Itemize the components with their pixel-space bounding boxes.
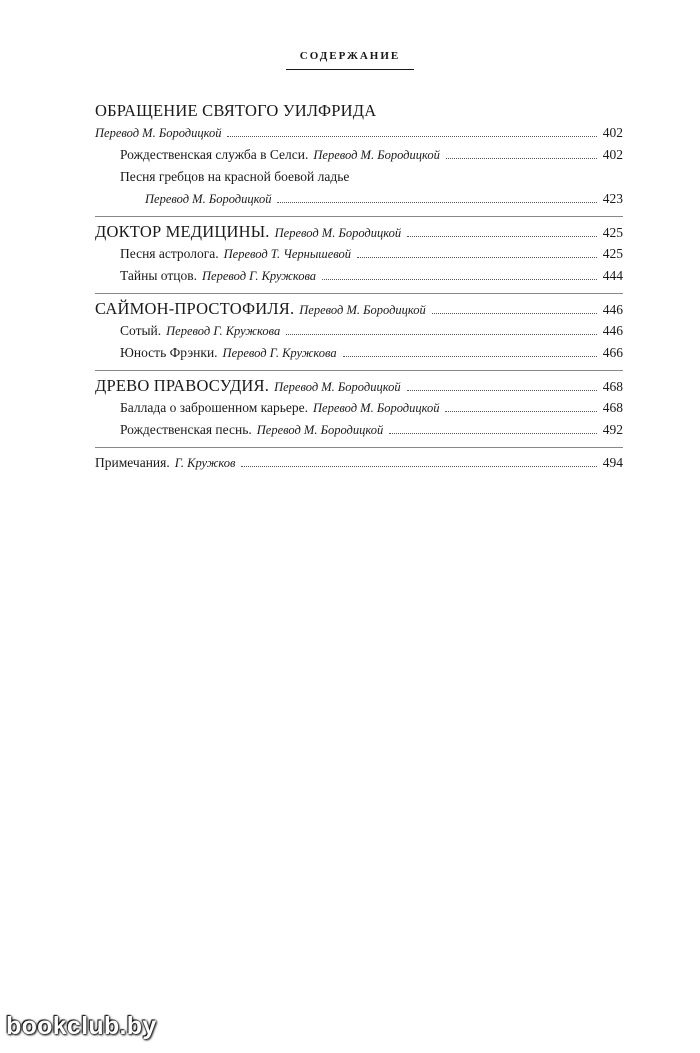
dot-leader <box>286 334 597 335</box>
dot-leader <box>432 313 597 314</box>
translator: Перевод М. Бородицкой <box>95 126 222 140</box>
toc-heading-row[interactable] <box>95 221 623 243</box>
toc-heading-translator-row[interactable] <box>95 122 623 144</box>
translator: Перевод Г. Кружкова <box>202 269 317 283</box>
page-number: 423 <box>602 191 623 206</box>
title-underline <box>286 69 414 70</box>
item-title: Тайны отцов. <box>120 268 197 283</box>
toc-item[interactable] <box>95 397 623 419</box>
watermark: bookclub.by <box>6 1012 157 1040</box>
page-number: 425 <box>602 225 623 240</box>
page-number: 402 <box>602 147 623 162</box>
section-heading: ОБРАЩЕНИЕ СВЯТОГО УИЛФРИДА <box>95 101 377 120</box>
translator: Перевод М. Бородицкой <box>274 380 401 394</box>
toc-item[interactable] <box>95 243 623 265</box>
toc-item[interactable] <box>95 265 623 287</box>
toc-item[interactable] <box>95 166 623 188</box>
section-heading: САЙМОН-ПРОСТОФИЛЯ. <box>95 299 295 318</box>
toc-notes-row[interactable] <box>95 452 623 474</box>
item-title: Сотый. <box>120 323 162 338</box>
dot-leader <box>445 411 596 412</box>
toc-item-continuation[interactable] <box>95 188 623 210</box>
page-number: 425 <box>602 246 623 261</box>
dot-leader <box>407 236 597 237</box>
dot-leader <box>241 466 596 467</box>
page-number: 446 <box>602 323 623 338</box>
translator: Перевод М. Бородицкой <box>256 423 384 437</box>
dot-leader <box>322 279 597 280</box>
translator: Перевод М. Бородицкой <box>299 303 426 317</box>
translator: Перевод Г. Кружкова <box>166 324 281 338</box>
toc-item[interactable] <box>95 144 623 166</box>
notes-title: Примечания. <box>95 455 170 470</box>
dot-leader <box>446 158 597 159</box>
section-heading: ДОКТОР МЕДИЦИНЫ. <box>95 222 270 241</box>
item-title: Песня гребцов на красной боевой ладье <box>120 169 350 184</box>
toc-header <box>0 50 700 70</box>
page-number: 494 <box>602 455 623 470</box>
table-of-contents <box>95 100 623 480</box>
page-number: 468 <box>602 400 623 415</box>
toc-heading-row[interactable] <box>95 298 623 320</box>
item-title: Рождественская песнь. <box>120 422 252 437</box>
toc-section <box>95 100 623 217</box>
translator: Перевод Г. Кружкова <box>222 346 337 360</box>
dot-leader <box>389 433 597 434</box>
translator: Перевод Т. Чернышевой <box>223 247 352 261</box>
page-number: 466 <box>602 345 623 360</box>
item-title: Рождественская служба в Селси. <box>120 147 309 162</box>
item-title: Баллада о заброшенном карьере. <box>120 400 308 415</box>
item-title: Юность Фрэнки. <box>120 345 218 360</box>
translator: Перевод М. Бородицкой <box>145 192 272 206</box>
notes-author: Г. Кружков <box>174 456 236 470</box>
page-number: 444 <box>602 268 623 283</box>
toc-item[interactable] <box>95 320 623 342</box>
dot-leader <box>357 257 597 258</box>
dot-leader <box>343 356 597 357</box>
toc-item[interactable] <box>95 419 623 441</box>
translator: Перевод М. Бородицкой <box>274 226 402 240</box>
toc-section <box>95 217 623 294</box>
page-number: 468 <box>602 379 623 394</box>
translator: Перевод М. Бородицкой <box>313 148 440 162</box>
toc-item[interactable] <box>95 342 623 364</box>
toc-section <box>95 294 623 371</box>
toc-heading-row[interactable] <box>95 100 623 122</box>
page-title: СОДЕРЖАНИЕ <box>299 50 401 62</box>
page-number: 446 <box>602 302 623 317</box>
translator: Перевод М. Бородицкой <box>313 401 440 415</box>
page-number: 402 <box>602 125 623 140</box>
dot-leader <box>407 390 597 391</box>
toc-notes-section <box>95 448 623 480</box>
section-heading: ДРЕВО ПРАВОСУДИЯ. <box>95 376 270 395</box>
page-number: 492 <box>602 422 623 437</box>
dot-leader <box>277 202 596 203</box>
toc-section <box>95 371 623 448</box>
dot-leader <box>227 136 596 137</box>
item-title: Песня астролога. <box>120 246 219 261</box>
toc-heading-row[interactable] <box>95 375 623 397</box>
